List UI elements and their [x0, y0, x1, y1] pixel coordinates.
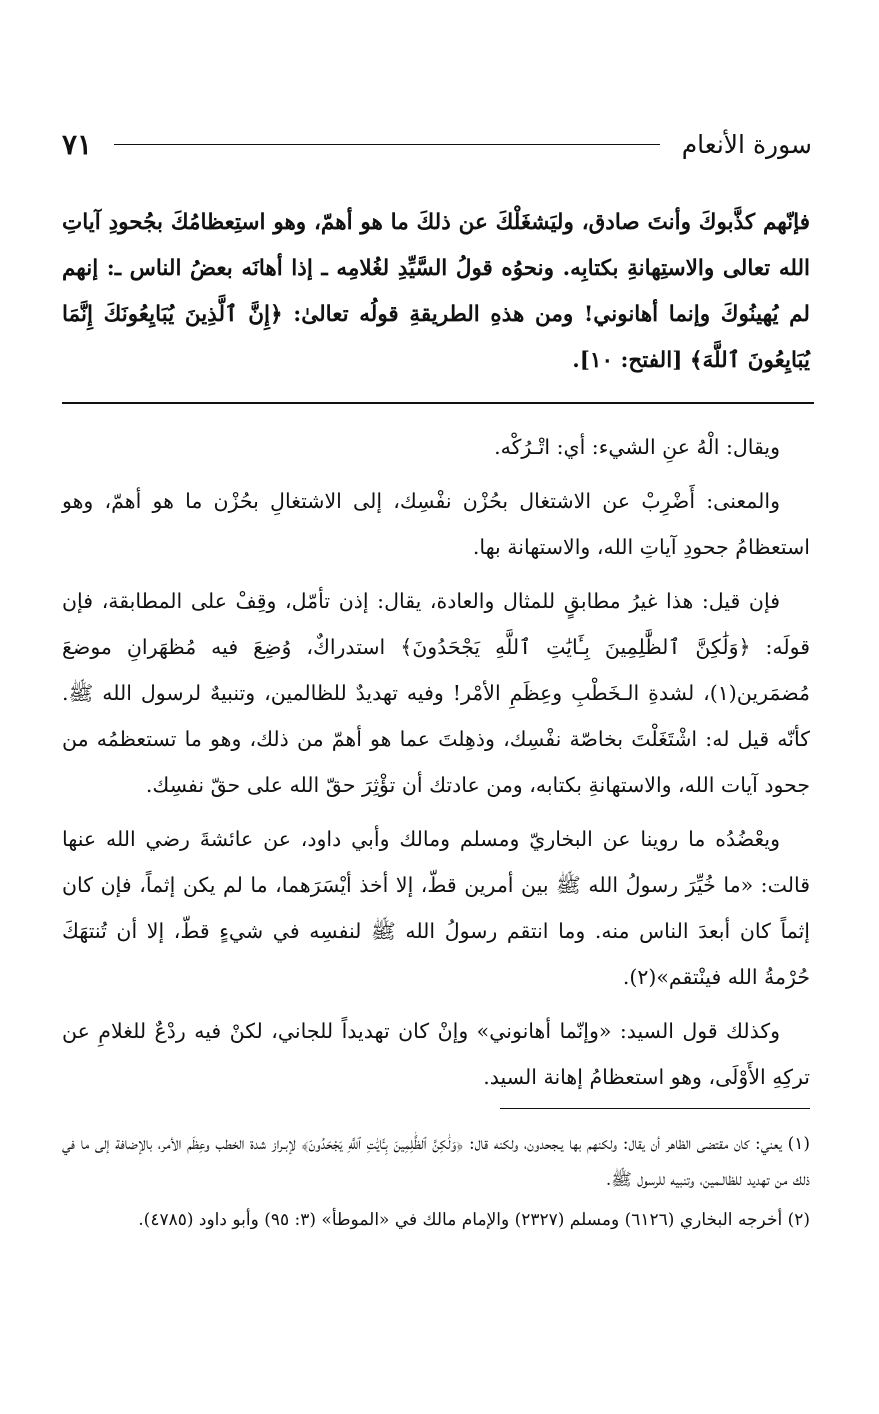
footnote-divider: [500, 1108, 810, 1109]
surah-title: سورة الأنعام: [681, 129, 812, 159]
footnotes: [62, 1126, 810, 1242]
commentary-body: [62, 424, 810, 1108]
paragraph-3: فإن قيل: هذا غيرُ مطابقٍ للمثال والعادة، يقال: إذن تأمّل، وقِفْ على المطابقة، فإن قولَه: ﴿وَلَٰكِنَّ ٱلظَّٰلِمِينَ بِـَٔايَٰتِ ٱللَّهِ يَجْحَدُونَ﴾ استدراكٌ، وُضِعَ فيه مُظهَرانِ موضعَ مُضمَرين(١)، لشدةِ الـخَطْبِ وعِظَمِ الأمْر! وفيه تهديدٌ للظالمين، وتنبيهٌ لرسول الله ﷺ. كأنّه قيل له: اشْتَغَلْتَ بخاصّة نفْسِك، وذهِلتَ عما هو أهمّ من ذلك، وهو ما تستعظمُه من جحود آيات الله، والاستهانةِ بكتابه، ومن عادتك أن تؤْثِرَ حقّ الله على حقّ نفسِك.: [62, 589, 810, 797]
header-rule: [114, 144, 660, 145]
paragraph-5: وكذلك قول السيد: «وإنّما أهانوني» وإنْ كان تهديداً للجاني، لكنْ فيه ردْعٌ للغلامِ عن تركِهِ الأَوْلَى، وهو استعظامُ إهانة السيد.: [62, 1019, 810, 1089]
paragraph-1: ويقال: الْهُ عنِ الشيء: أي: اتْـرُكْه.: [494, 435, 780, 459]
page-number: ٧١: [62, 127, 93, 161]
paragraph-2: والمعنى: أَضْرِبْ عن الاشتغال بحُزْن نفْسِك، إلى الاشتغالِ بحُزْن ما هو أهمّ، وهو استعظامُ جحودِ آياتِ الله، والاستهانة بها.: [62, 489, 810, 559]
paragraph-4: ويعْضُدُه ما روينا عن البخاريّ ومسلم ومالك وأبي داود، عن عائشةَ رضي الله عنها قالت: «ما خُيِّرَ رسولُ الله ﷺ بين أمرين قطّ، إلا أخذ أيْسَرَهما، ما لم يكن إثماً، فإن كان إثماً كان أبعدَ الناس منه. وما انتقم رسولُ الله ﷺ لنفسِه في شيءٍ قطّ، إلا أن تُنتهَكَ حُرْمةُ الله فينْتقم»(٢).: [62, 827, 810, 989]
quote-text: فإنّهم كذَّبوكَ وأنتَ صادق، وليَشغَلْكَ عن ذلكَ ما هو أهمّ، وهو استِعظامُكَ بجُحودِ آياتِ الله تعالى والاستِهانةِ بكتابِه. ونحوُه قولُ السَّيِّدِ لغُلامِه ـ إذا أهانَه بعضُ الناس ـ: إنهم لم يُهينُوكَ وإنما أهانوني! ومن هذهِ الطريقةِ قولُه تعالىٰ: ﴿إِنَّ ٱلَّذِينَ يُبَايِعُونَكَ إِنَّمَا يُبَايِعُونَ ٱللَّهَ﴾ [الفتح: ١٠].: [62, 210, 810, 373]
page-header: [62, 120, 812, 168]
footnote-1: (١) يعني: كان مقتضى الظاهر أن يقال: ولكنهم بها يـجحدون، ولكنه قال: ﴿وَلَٰكِنَّ ٱلظَّٰلِمِينَ بِـَٔايَٰتِ ٱللَّهِ يَجْحَدُونَ﴾ لإبـراز شدة الخطب وعِظَم الأمر، بالإضافة إلى ما في ذلك من تهديد للظالـمين، وتنبيه للرسول ﷺ.: [62, 1134, 810, 1190]
footnote-2: (٢) أخرجه البخاري (٦١٢٦) ومسلم (٢٣٢٧) والإمام مالك في «الموطأ» (٣: ٩٥) وأبو داود (٤٧٨٥).: [138, 1210, 810, 1230]
section-divider: [62, 402, 814, 404]
quote-block: [62, 200, 810, 384]
